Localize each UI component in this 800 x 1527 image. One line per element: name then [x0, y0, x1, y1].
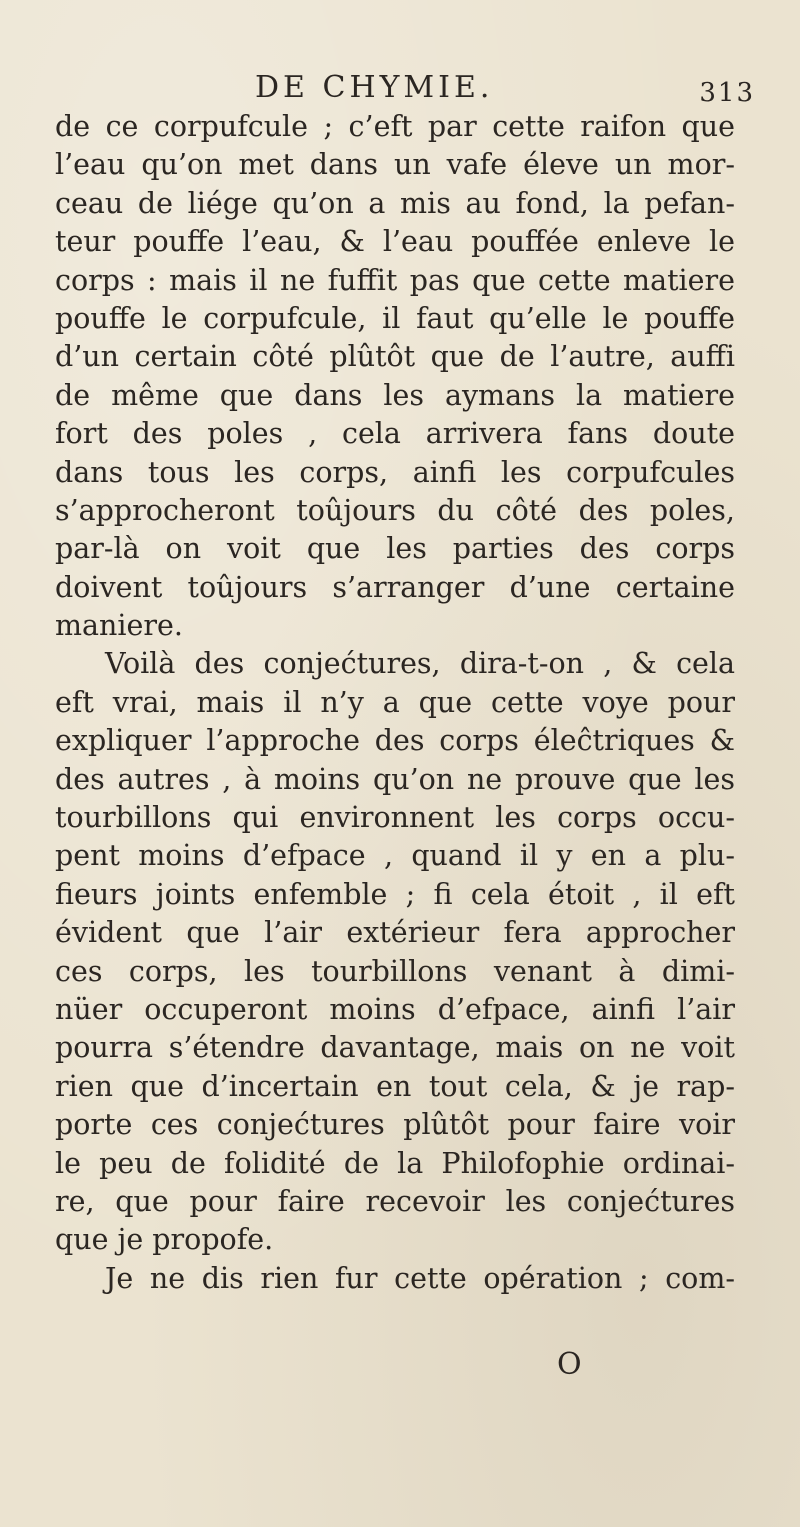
text-line: fort des poles , cela arrivera fans doute: [55, 417, 735, 451]
text-line: de ce corpufcule ; c’eft par cette raifon que: [55, 110, 735, 143]
text-line: porte ces conjećtures plûtôt pour faire voir: [55, 1108, 735, 1142]
text-line: l’eau qu’on met dans un vafe éleve un mor-: [55, 148, 735, 182]
text-line: pouffe le corpufcule, il faut qu’elle le pouffe: [55, 301, 735, 335]
text-line: d’un certain côté plûtôt que de l’autre, auffi: [55, 340, 735, 374]
text-line: pent moins d’efpace , quand il y en a plu-: [55, 839, 735, 873]
text-line: doivent toûjours s’arranger d’une certaine: [55, 570, 735, 604]
text-line: fieurs joints enfemble ; fi cela étoit , il eft: [55, 877, 735, 911]
text-line: Voilà des conjećtures, dira-t-on , & cela: [105, 647, 735, 681]
text-line: Je ne dis rien fur cette opération ; com-: [105, 1261, 735, 1295]
text-line: dans tous les corps, ainfi les corpufcules: [55, 455, 735, 489]
text-line: pourra s’étendre davantage, mais on ne voit: [55, 1031, 735, 1065]
text-line: ceau de liége qu’on a mis au fond, la pefan-: [55, 186, 735, 220]
text-line: re, que pour faire recevoir les conjećtures: [55, 1184, 735, 1218]
text-line: s’approcheront toûjours du côté des poles,: [55, 493, 735, 527]
text-line: teur pouffe l’eau, & l’eau pouffée enleve le: [55, 225, 735, 259]
text-line: nüer occuperont moins d’efpace, ainfi l’air: [55, 992, 735, 1026]
text-line: le peu de folidité de la Philofophie ordinai-: [55, 1146, 735, 1180]
text-line: eft vrai, mais il n’y a que cette voye pour: [55, 685, 735, 719]
text-line: ces corps, les tourbillons venant à dimi-: [55, 954, 735, 988]
text-line: de même que dans les aymans la matiere: [55, 378, 735, 412]
text-line: rien que d’incertain en tout cela, & je rap-: [55, 1069, 735, 1103]
text-line: que je propofe.: [55, 1223, 274, 1257]
text-line: corps : mais il ne fuffit pas que cette matiere: [55, 263, 735, 297]
page-number: 313: [699, 78, 755, 108]
running-head: DE CHYMIE.: [255, 70, 494, 105]
text-line: maniere.: [55, 609, 183, 643]
catchword: O: [557, 1347, 582, 1382]
text-line: évident que l’air extérieur fera approcher: [55, 916, 735, 950]
text-line: par-là on voit que les parties des corps: [55, 532, 735, 566]
text-line: des autres , à moins qu’on ne prouve que les: [55, 762, 735, 796]
text-line: expliquer l’approche des corps éleĉtriques &: [55, 724, 735, 758]
text-line: tourbillons qui environnent les corps occu-: [55, 801, 735, 835]
body-text: [55, 108, 735, 1298]
